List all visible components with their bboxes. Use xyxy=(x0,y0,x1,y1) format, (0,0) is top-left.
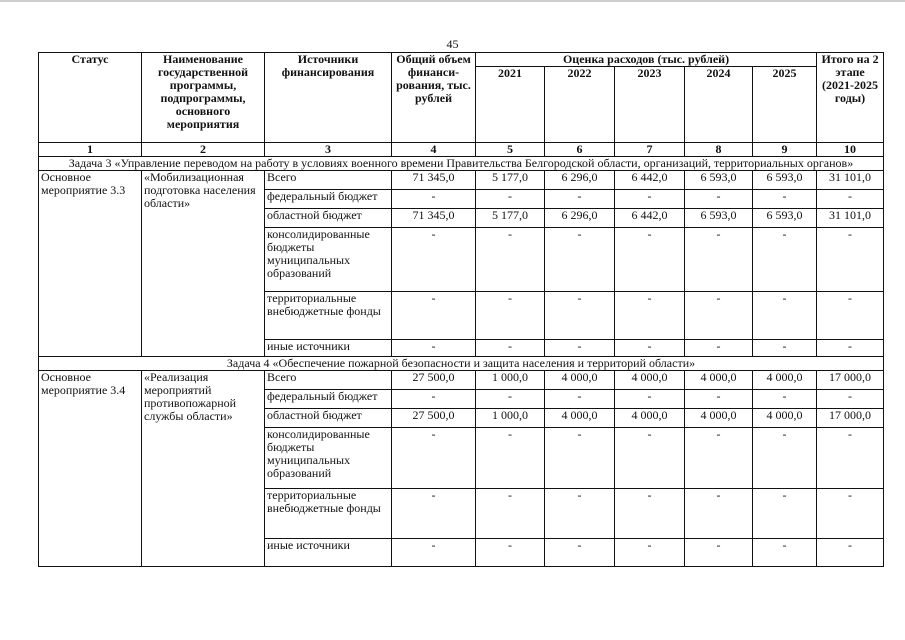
funding-source: территориальные внебюджетные фонды xyxy=(265,292,392,340)
amount-cell: - xyxy=(685,539,753,567)
scan-edge-top xyxy=(0,0,905,2)
amount-cell: - xyxy=(685,292,753,340)
amount-cell: - xyxy=(476,292,545,340)
amount-cell: - xyxy=(615,340,685,357)
amount-cell: - xyxy=(545,340,615,357)
amount-cell: - xyxy=(545,489,615,539)
amount-cell: 4 000,0 xyxy=(685,371,753,390)
amount-cell: 6 296,0 xyxy=(545,171,615,190)
measure-name: «Мобилизационная подготовка населения области» xyxy=(142,171,265,357)
header-status: Статус xyxy=(39,53,142,143)
column-numbers-row xyxy=(39,143,884,157)
amount-cell: - xyxy=(817,390,884,409)
amount-cell: 4 000,0 xyxy=(615,409,685,428)
amount-cell: - xyxy=(615,539,685,567)
column-number: 9 xyxy=(753,143,817,157)
amount-cell: 5 177,0 xyxy=(476,171,545,190)
header-year: 2021 xyxy=(476,67,545,143)
amount-cell: 27 500,0 xyxy=(392,371,476,390)
amount-cell: - xyxy=(753,292,817,340)
financing-table xyxy=(38,52,884,567)
amount-cell: 5 177,0 xyxy=(476,209,545,228)
amount-cell: 71 345,0 xyxy=(392,171,476,190)
amount-cell: - xyxy=(615,292,685,340)
funding-source: иные источники xyxy=(265,539,392,567)
header-sources: Источники финансирования xyxy=(265,53,392,143)
amount-cell: - xyxy=(685,428,753,489)
amount-cell: - xyxy=(817,489,884,539)
amount-cell: - xyxy=(545,292,615,340)
column-number: 5 xyxy=(476,143,545,157)
amount-cell: 4 000,0 xyxy=(685,409,753,428)
column-number: 1 xyxy=(39,143,142,157)
amount-cell: - xyxy=(753,539,817,567)
column-number: 10 xyxy=(817,143,884,157)
funding-source: федеральный бюджет xyxy=(265,390,392,409)
amount-cell: - xyxy=(615,428,685,489)
amount-cell: - xyxy=(392,292,476,340)
header-year: 2022 xyxy=(545,67,615,143)
table-header xyxy=(39,53,884,157)
header-year: 2025 xyxy=(753,67,817,143)
amount-cell: - xyxy=(753,390,817,409)
amount-cell: - xyxy=(685,340,753,357)
funding-source: консолидированные бюджеты муниципальных образований xyxy=(265,428,392,489)
header-total-volume: Общий объем финанси-рования, тыс. рублей xyxy=(392,53,476,143)
amount-cell: 6 296,0 xyxy=(545,209,615,228)
amount-cell: 6 593,0 xyxy=(685,209,753,228)
amount-cell: - xyxy=(476,228,545,292)
column-number: 4 xyxy=(392,143,476,157)
amount-cell: - xyxy=(685,489,753,539)
amount-cell: - xyxy=(753,340,817,357)
amount-cell: 1 000,0 xyxy=(476,409,545,428)
amount-cell: - xyxy=(392,428,476,489)
amount-cell: - xyxy=(753,190,817,209)
amount-cell: - xyxy=(685,190,753,209)
column-number: 8 xyxy=(685,143,753,157)
amount-cell: 27 500,0 xyxy=(392,409,476,428)
amount-cell: - xyxy=(817,190,884,209)
amount-cell: - xyxy=(392,489,476,539)
amount-cell: 4 000,0 xyxy=(545,409,615,428)
amount-cell: 6 593,0 xyxy=(753,209,817,228)
amount-cell: - xyxy=(476,489,545,539)
funding-source: иные источники xyxy=(265,340,392,357)
amount-cell: - xyxy=(753,489,817,539)
table-row xyxy=(39,371,884,390)
amount-cell: 1 000,0 xyxy=(476,371,545,390)
header-estimate: Оценка расходов (тыс. рублей) xyxy=(476,53,817,67)
funding-source: консолидированные бюджеты муниципальных образований xyxy=(265,228,392,292)
amount-cell: - xyxy=(476,539,545,567)
header-year: 2024 xyxy=(685,67,753,143)
amount-cell: - xyxy=(615,489,685,539)
amount-cell: 31 101,0 xyxy=(817,171,884,190)
amount-cell: - xyxy=(392,190,476,209)
amount-cell: 4 000,0 xyxy=(615,371,685,390)
header-year: 2023 xyxy=(615,67,685,143)
amount-cell: 6 442,0 xyxy=(615,171,685,190)
amount-cell: - xyxy=(753,428,817,489)
task-heading-row xyxy=(39,157,884,171)
funding-source: Всего xyxy=(265,171,392,190)
amount-cell: - xyxy=(545,228,615,292)
column-number: 3 xyxy=(265,143,392,157)
column-number: 6 xyxy=(545,143,615,157)
column-number: 2 xyxy=(142,143,265,157)
task-title: Задача 4 «Обеспечение пожарной безопасности и защита населения и территорий области» xyxy=(39,357,884,371)
amount-cell: - xyxy=(817,428,884,489)
column-number: 7 xyxy=(615,143,685,157)
amount-cell: - xyxy=(615,228,685,292)
amount-cell: - xyxy=(817,292,884,340)
amount-cell: - xyxy=(392,340,476,357)
table-body xyxy=(39,157,884,567)
task-heading-row xyxy=(39,357,884,371)
amount-cell: - xyxy=(545,390,615,409)
amount-cell: - xyxy=(545,428,615,489)
amount-cell: - xyxy=(392,390,476,409)
amount-cell: 6 593,0 xyxy=(753,171,817,190)
amount-cell: - xyxy=(615,190,685,209)
header-stage-total: Итого на 2 этапе (2021-2025 годы) xyxy=(817,53,884,143)
amount-cell: 4 000,0 xyxy=(545,371,615,390)
amount-cell: 4 000,0 xyxy=(753,409,817,428)
funding-source: Всего xyxy=(265,371,392,390)
amount-cell: 31 101,0 xyxy=(817,209,884,228)
amount-cell: - xyxy=(392,228,476,292)
measure-status: Основное мероприятие 3.3 xyxy=(39,171,142,357)
funding-source: областной бюджет xyxy=(265,209,392,228)
amount-cell: - xyxy=(476,428,545,489)
amount-cell: - xyxy=(545,190,615,209)
amount-cell: - xyxy=(392,539,476,567)
funding-source: федеральный бюджет xyxy=(265,190,392,209)
amount-cell: - xyxy=(817,228,884,292)
table-row xyxy=(39,171,884,190)
amount-cell: - xyxy=(817,539,884,567)
measure-status: Основное мероприятие 3.4 xyxy=(39,371,142,567)
amount-cell: 6 442,0 xyxy=(615,209,685,228)
funding-source: территориальные внебюджетные фонды xyxy=(265,489,392,539)
amount-cell: - xyxy=(753,228,817,292)
amount-cell: - xyxy=(685,390,753,409)
amount-cell: - xyxy=(476,340,545,357)
measure-name: «Реализация мероприятий противопожарной службы области» xyxy=(142,371,265,567)
amount-cell: - xyxy=(685,228,753,292)
amount-cell: 17 000,0 xyxy=(817,371,884,390)
header-name: Наименование государственной программы, подпрограммы, основного мероприятия xyxy=(142,53,265,143)
page-number: 45 xyxy=(446,37,459,51)
funding-source: областной бюджет xyxy=(265,409,392,428)
amount-cell: - xyxy=(545,539,615,567)
amount-cell: 17 000,0 xyxy=(817,409,884,428)
amount-cell: - xyxy=(476,190,545,209)
amount-cell: - xyxy=(476,390,545,409)
amount-cell: 4 000,0 xyxy=(753,371,817,390)
amount-cell: 6 593,0 xyxy=(685,171,753,190)
task-title: Задача 3 «Управление переводом на работу в условиях военного времени Правительства Белгородской области, организаций, территориальных органов» xyxy=(39,157,884,171)
amount-cell: - xyxy=(817,340,884,357)
amount-cell: 71 345,0 xyxy=(392,209,476,228)
amount-cell: - xyxy=(615,390,685,409)
